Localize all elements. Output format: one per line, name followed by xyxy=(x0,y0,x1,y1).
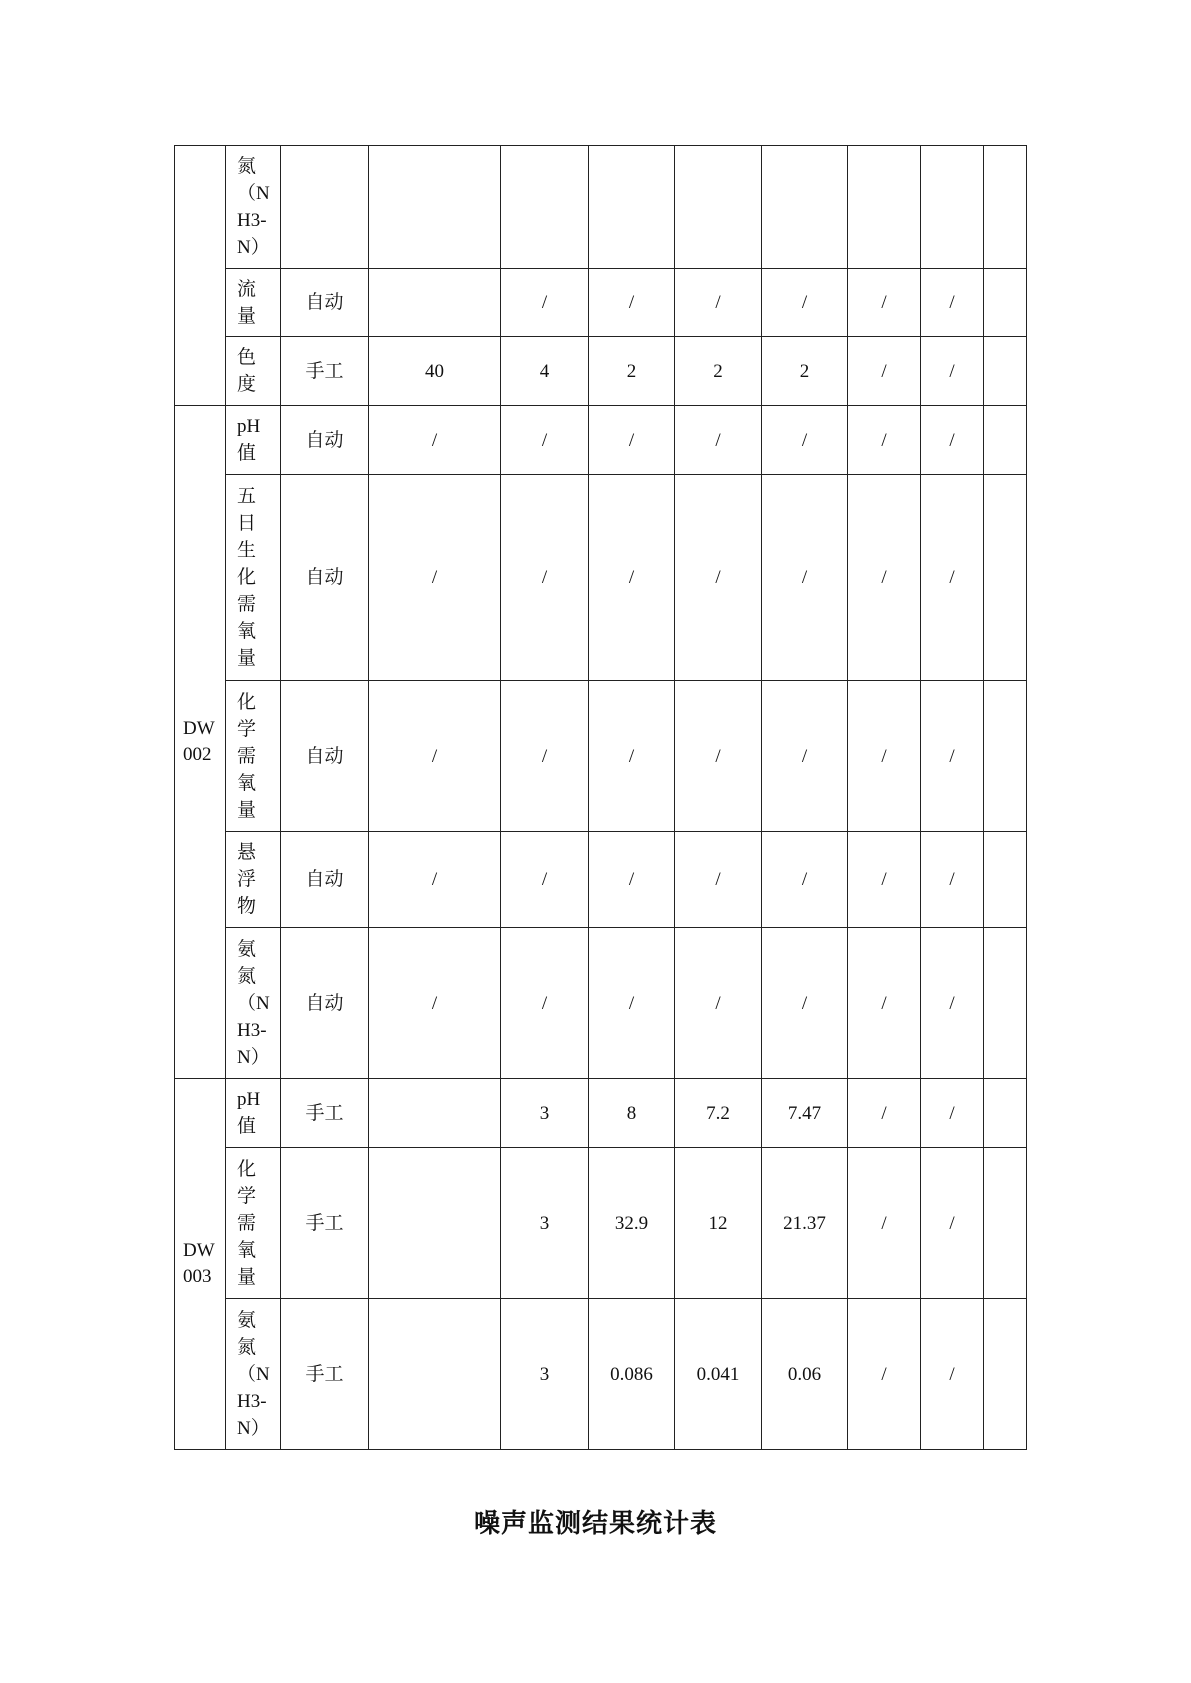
parameter-label-part: 量 xyxy=(237,799,257,821)
value-cell: 3 xyxy=(501,1079,589,1148)
value-cell: / xyxy=(675,681,762,832)
value-cell: 12 xyxy=(675,1148,762,1299)
method-cell: 自动 xyxy=(281,269,369,337)
value-cell: / xyxy=(762,406,848,475)
value-cell: / xyxy=(921,1299,984,1450)
value-cell: / xyxy=(848,1299,921,1450)
value-cell: / xyxy=(921,1148,984,1299)
table-row xyxy=(175,269,1027,337)
value-cell: 32.9 xyxy=(589,1148,675,1299)
parameter-label-part: 日 xyxy=(237,513,257,534)
value-cell: 3 xyxy=(501,1299,589,1450)
parameter-label-part: 氧 xyxy=(237,621,257,642)
value-cell xyxy=(921,146,984,269)
value-cell xyxy=(984,406,1027,475)
table-row xyxy=(175,928,1027,1079)
parameter-label-part: N） xyxy=(237,1046,270,1068)
parameter-label-part: H3- xyxy=(237,210,267,231)
method-cell: 自动 xyxy=(281,475,369,681)
parameter-label-part: 悬 xyxy=(237,842,257,863)
parameter-label-part: 物 xyxy=(237,896,257,917)
parameter-cell xyxy=(226,475,281,681)
value-cell: 40 xyxy=(369,337,501,406)
value-cell: / xyxy=(848,406,921,475)
value-cell: / xyxy=(501,832,589,928)
method-cell: 自动 xyxy=(281,406,369,475)
value-cell: 7.2 xyxy=(675,1079,762,1148)
value-cell: / xyxy=(762,928,848,1079)
method-cell: 自动 xyxy=(281,928,369,1079)
value-cell: / xyxy=(501,406,589,475)
outlet-cell: DW 002 xyxy=(175,406,226,1079)
monitoring-results-table xyxy=(174,145,1027,1450)
parameter-label-part: N） xyxy=(237,1417,270,1439)
value-cell: 2 xyxy=(589,337,675,406)
value-cell: / xyxy=(501,928,589,1079)
value-cell: / xyxy=(848,337,921,406)
value-cell: / xyxy=(762,269,848,337)
table-row xyxy=(175,681,1027,832)
value-cell xyxy=(984,269,1027,337)
parameter-label-part: pH xyxy=(237,416,261,437)
value-cell: / xyxy=(848,1079,921,1148)
parameter-label-part: 流 xyxy=(237,278,257,300)
method-cell: 手工 xyxy=(281,1079,369,1148)
value-cell: / xyxy=(921,1079,984,1148)
value-cell: / xyxy=(848,1148,921,1299)
value-cell: 3 xyxy=(501,1148,589,1299)
value-cell: / xyxy=(369,475,501,681)
value-cell xyxy=(984,337,1027,406)
value-cell xyxy=(984,928,1027,1079)
outlet-cell xyxy=(175,146,226,406)
parameter-label-part: 色 xyxy=(237,347,257,368)
value-cell: 0.041 xyxy=(675,1299,762,1450)
table-row xyxy=(175,337,1027,406)
value-cell xyxy=(369,1299,501,1450)
parameter-label-part: （N xyxy=(237,1363,270,1385)
table-row xyxy=(175,406,1027,475)
parameter-cell xyxy=(226,1079,281,1148)
value-cell: / xyxy=(675,475,762,681)
value-cell: / xyxy=(501,269,589,337)
value-cell: 21.37 xyxy=(762,1148,848,1299)
value-cell: / xyxy=(589,406,675,475)
table-row xyxy=(175,1148,1027,1299)
parameter-label-part: 浮 xyxy=(237,869,257,890)
value-cell: / xyxy=(589,681,675,832)
parameter-label-part: 氨 xyxy=(237,1309,257,1331)
parameter-label-part: 度 xyxy=(237,374,257,395)
value-cell xyxy=(984,1299,1027,1450)
value-cell xyxy=(369,1148,501,1299)
value-cell: / xyxy=(589,832,675,928)
parameter-label-part: 需 xyxy=(237,594,257,615)
value-cell xyxy=(501,146,589,269)
parameter-label-part: 生 xyxy=(237,540,257,561)
parameter-label-part: 值 xyxy=(237,1116,257,1137)
value-cell xyxy=(984,832,1027,928)
parameter-label-part: H3- xyxy=(237,1390,267,1412)
value-cell: 2 xyxy=(675,337,762,406)
outlet-cell: DW 003 xyxy=(175,1079,226,1450)
value-cell: / xyxy=(848,832,921,928)
method-cell: 手工 xyxy=(281,1299,369,1450)
parameter-label-part: 学 xyxy=(237,1185,257,1207)
method-cell: 手工 xyxy=(281,1148,369,1299)
parameter-label-part: 氧 xyxy=(237,772,257,794)
parameter-label-part: pH xyxy=(237,1089,261,1110)
parameter-label-part: 氨 xyxy=(237,938,257,960)
value-cell: / xyxy=(589,269,675,337)
parameter-label-part: 需 xyxy=(237,745,257,767)
parameter-label-part: 值 xyxy=(237,443,257,464)
value-cell: / xyxy=(762,832,848,928)
value-cell: 4 xyxy=(501,337,589,406)
table-row xyxy=(175,1299,1027,1450)
parameter-label-part: 量 xyxy=(237,305,257,327)
value-cell xyxy=(589,146,675,269)
parameter-label-part: 化 xyxy=(237,1158,257,1180)
value-cell: / xyxy=(369,928,501,1079)
parameter-label-part: （N xyxy=(237,183,270,204)
parameter-label-part: 化 xyxy=(237,691,257,713)
parameter-cell xyxy=(226,406,281,475)
parameter-label-part: 氧 xyxy=(237,1239,257,1261)
parameter-label-part: 量 xyxy=(237,648,257,669)
value-cell: / xyxy=(921,269,984,337)
parameter-label-part: 学 xyxy=(237,718,257,740)
value-cell xyxy=(369,1079,501,1148)
value-cell: / xyxy=(921,475,984,681)
parameter-label-part: 需 xyxy=(237,1212,257,1234)
value-cell: / xyxy=(369,406,501,475)
value-cell xyxy=(984,681,1027,832)
value-cell xyxy=(984,1148,1027,1299)
method-cell: 手工 xyxy=(281,337,369,406)
value-cell xyxy=(984,475,1027,681)
value-cell xyxy=(848,146,921,269)
value-cell xyxy=(369,146,501,269)
parameter-cell xyxy=(226,269,281,337)
parameter-label-part: 化 xyxy=(237,567,257,588)
parameter-label-part: H3- xyxy=(237,1019,267,1041)
table-row xyxy=(175,1079,1027,1148)
value-cell xyxy=(675,146,762,269)
value-cell: / xyxy=(848,928,921,1079)
value-cell: / xyxy=(501,681,589,832)
value-cell: / xyxy=(675,269,762,337)
value-cell: 2 xyxy=(762,337,848,406)
value-cell: / xyxy=(921,406,984,475)
value-cell: / xyxy=(921,681,984,832)
parameter-cell xyxy=(226,928,281,1079)
parameter-label-part: 量 xyxy=(237,1266,257,1288)
parameter-label-part: 氮 xyxy=(237,965,257,987)
parameter-cell xyxy=(226,832,281,928)
method-cell xyxy=(281,146,369,269)
parameter-label-part: 五 xyxy=(237,486,257,507)
value-cell xyxy=(369,269,501,337)
value-cell xyxy=(984,146,1027,269)
value-cell: / xyxy=(675,406,762,475)
value-cell: / xyxy=(369,832,501,928)
parameter-label-part: 氮 xyxy=(237,1336,257,1358)
value-cell: / xyxy=(848,475,921,681)
value-cell: / xyxy=(501,475,589,681)
value-cell: / xyxy=(848,269,921,337)
parameter-cell xyxy=(226,1148,281,1299)
value-cell: / xyxy=(921,337,984,406)
table-row xyxy=(175,832,1027,928)
value-cell: 7.47 xyxy=(762,1079,848,1148)
method-cell: 自动 xyxy=(281,681,369,832)
value-cell: / xyxy=(675,832,762,928)
value-cell: 8 xyxy=(589,1079,675,1148)
parameter-label-part: （N xyxy=(237,992,270,1014)
value-cell: 0.06 xyxy=(762,1299,848,1450)
value-cell: 0.086 xyxy=(589,1299,675,1450)
value-cell xyxy=(762,146,848,269)
value-cell: / xyxy=(762,475,848,681)
parameter-label-part: N） xyxy=(237,237,270,258)
table-row xyxy=(175,146,1027,269)
value-cell: / xyxy=(762,681,848,832)
table-row xyxy=(175,475,1027,681)
parameter-cell xyxy=(226,1299,281,1450)
value-cell: / xyxy=(921,928,984,1079)
value-cell: / xyxy=(369,681,501,832)
value-cell: / xyxy=(675,928,762,1079)
value-cell: / xyxy=(589,928,675,1079)
method-cell: 自动 xyxy=(281,832,369,928)
parameter-cell xyxy=(226,681,281,832)
value-cell: / xyxy=(848,681,921,832)
value-cell xyxy=(984,1079,1027,1148)
section-title: 噪声监测结果统计表 xyxy=(473,1509,717,1539)
value-cell: / xyxy=(589,475,675,681)
value-cell: / xyxy=(921,832,984,928)
parameter-label-part: 氮 xyxy=(237,156,257,177)
parameter-cell xyxy=(226,337,281,406)
parameter-cell xyxy=(226,146,281,269)
